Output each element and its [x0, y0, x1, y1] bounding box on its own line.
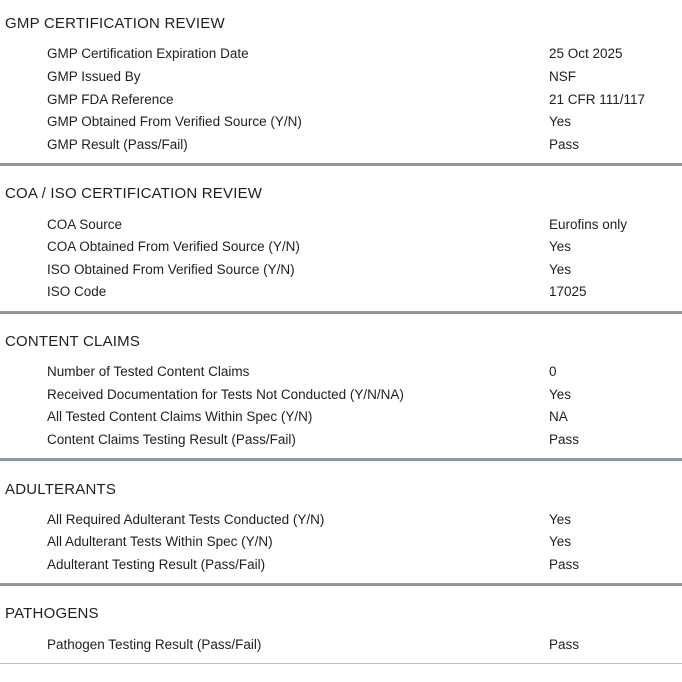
section-title-content-claims: CONTENT CLAIMS: [5, 333, 141, 350]
section-divider: [0, 583, 682, 586]
table-row: [0, 92, 682, 114]
row-label: Adulterant Testing Result (Pass/Fail): [47, 557, 266, 572]
section-title-coa-iso: COA / ISO CERTIFICATION REVIEW: [5, 185, 263, 202]
row-value: Yes: [549, 512, 572, 527]
row-label: COA Obtained From Verified Source (Y/N): [47, 239, 300, 254]
table-row: [0, 69, 682, 91]
row-label: ISO Obtained From Verified Source (Y/N): [47, 262, 295, 277]
table-row: [0, 114, 682, 136]
row-value: Pass: [549, 637, 580, 652]
row-label: Content Claims Testing Result (Pass/Fail): [47, 432, 296, 447]
table-row: [0, 387, 682, 409]
row-label: Received Documentation for Tests Not Conducted (Y/N/NA): [47, 387, 404, 402]
section-divider: [0, 663, 682, 664]
section-title-adulterants: ADULTERANTS: [5, 481, 117, 498]
table-row: [0, 262, 682, 284]
section-divider: [0, 311, 682, 314]
row-label: ISO Code: [47, 284, 107, 299]
row-value: Yes: [549, 387, 572, 402]
table-row: [0, 557, 682, 579]
row-label: All Tested Content Claims Within Spec (Y/N): [47, 409, 313, 424]
row-label: COA Source: [47, 217, 123, 232]
table-row: [0, 534, 682, 556]
row-label: GMP FDA Reference: [47, 92, 174, 107]
row-value: 0: [549, 364, 557, 379]
table-row: [0, 239, 682, 261]
row-value: Pass: [549, 432, 580, 447]
row-value: Pass: [549, 557, 580, 572]
row-value: Yes: [549, 262, 572, 277]
row-value: 17025: [549, 284, 587, 299]
row-value: 25 Oct 2025: [549, 46, 623, 61]
section-title-gmp: GMP CERTIFICATION REVIEW: [5, 15, 225, 32]
row-value: NSF: [549, 69, 576, 84]
row-label: GMP Obtained From Verified Source (Y/N): [47, 114, 302, 129]
row-value: Yes: [549, 114, 572, 129]
row-value: Yes: [549, 239, 572, 254]
table-row: [0, 637, 682, 659]
row-label: All Required Adulterant Tests Conducted (Y/N): [47, 512, 325, 527]
section-title-pathogens: PATHOGENS: [5, 605, 99, 622]
row-label: Number of Tested Content Claims: [47, 364, 250, 379]
section-divider: [0, 458, 682, 461]
table-row: [0, 512, 682, 534]
row-label: All Adulterant Tests Within Spec (Y/N): [47, 534, 273, 549]
row-value: Yes: [549, 534, 572, 549]
row-value: 21 CFR 111/117: [549, 92, 646, 107]
section-divider: [0, 163, 682, 166]
table-row: [0, 432, 682, 454]
row-label: GMP Result (Pass/Fail): [47, 137, 188, 152]
table-row: [0, 217, 682, 239]
row-label: GMP Issued By: [47, 69, 141, 84]
table-row: [0, 409, 682, 431]
table-row: [0, 137, 682, 159]
row-value: NA: [549, 409, 568, 424]
row-label: GMP Certification Expiration Date: [47, 46, 249, 61]
table-row: [0, 284, 682, 306]
row-label: Pathogen Testing Result (Pass/Fail): [47, 637, 262, 652]
table-row: [0, 364, 682, 386]
row-value: Pass: [549, 137, 580, 152]
table-row: [0, 46, 682, 68]
row-value: Eurofins only: [549, 217, 628, 232]
